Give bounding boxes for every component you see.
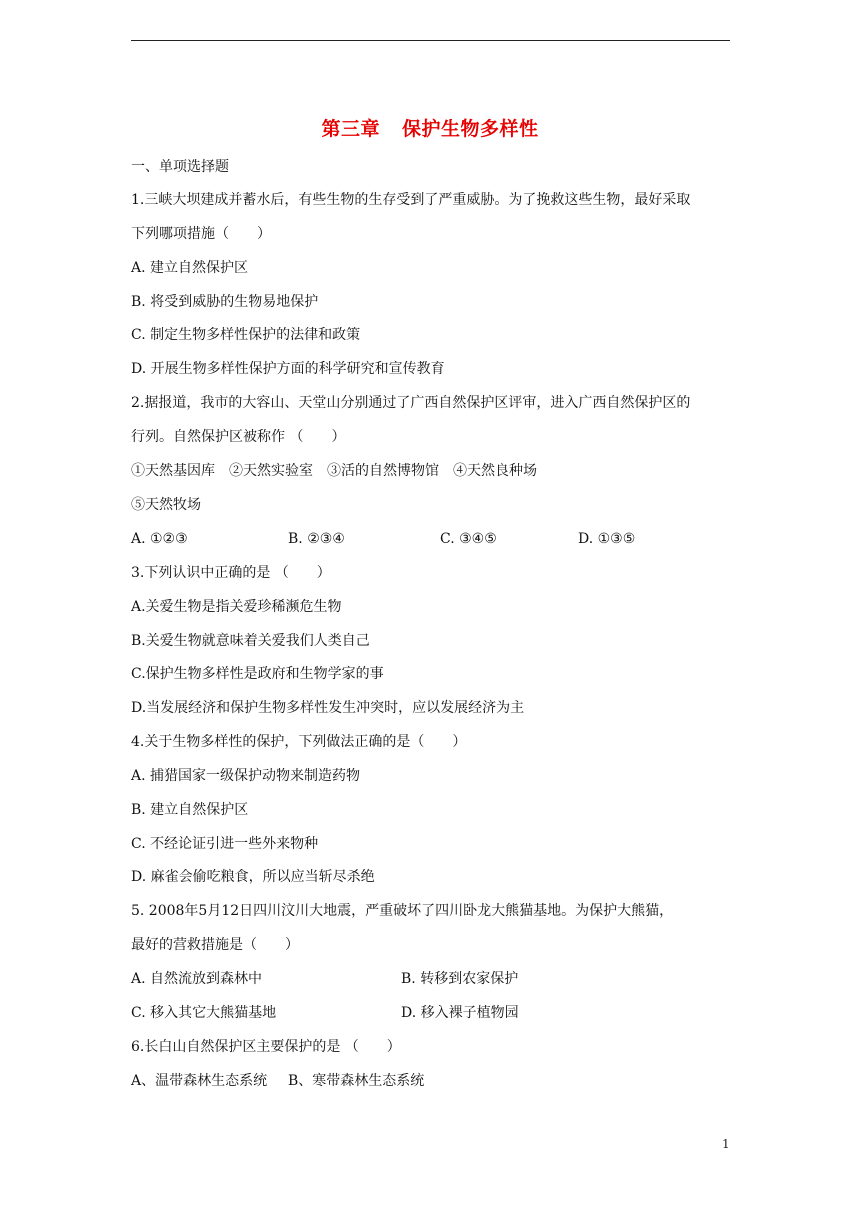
- question-4-stem: 4.关于生物多样性的保护，下列做法正确的是（ ）: [131, 734, 467, 750]
- question-6-stem: 6.长白山自然保护区主要保护的是 （ ）: [131, 1039, 401, 1055]
- question-5-stem-line-2: 最好的营救措施是（ ）: [131, 937, 299, 953]
- chapter-label: 第三章: [321, 118, 380, 140]
- question-1-option-a: A. 建立自然保护区: [131, 260, 249, 276]
- question-4-option-b: B. 建立自然保护区: [131, 802, 249, 818]
- question-5-stem-line-1: 5. 2008年5月12日四川汶川大地震，严重破坏了四川卧龙大熊猫基地。为保护大熊猫，: [131, 903, 674, 919]
- question-2-stem-line-2: 行列。自然保护区被称作 （ ）: [131, 429, 346, 445]
- section-heading: 一、单项选择题: [131, 159, 229, 175]
- question-1-stem-line-2: 下列哪项措施（ ）: [131, 226, 271, 242]
- question-2-option-b: B. ②③④: [288, 531, 345, 547]
- question-2-option-a: A. ①②③: [131, 531, 188, 547]
- page-number: 1: [722, 1137, 730, 1151]
- question-1-option-b: B. 将受到威胁的生物易地保护: [131, 294, 319, 310]
- header-rule: [131, 40, 730, 41]
- question-3-stem: 3.下列认识中正确的是 （ ）: [131, 565, 331, 581]
- question-4-option-c: C. 不经论证引进一些外来物种: [131, 836, 319, 852]
- question-5-option-a: A. 自然流放到森林中: [131, 971, 263, 987]
- question-1-option-c: C. 制定生物多样性保护的法律和政策: [131, 327, 361, 343]
- chapter-name: 保护生物多样性: [402, 118, 539, 140]
- question-3-option-d: D.当发展经济和保护生物多样性发生冲突时，应以发展经济为主: [131, 700, 525, 716]
- question-6-option-b: B、寒带森林生态系统: [288, 1073, 425, 1089]
- question-1-option-d: D. 开展生物多样性保护方面的科学研究和宣传教育: [131, 361, 445, 377]
- question-3-option-b: B.关爱生物就意味着关爱我们人类自己: [131, 633, 370, 649]
- question-2-stem-line-1: 2.据报道，我市的大容山、天堂山分别通过了广西自然保护区评审，进入广西自然保护区的: [131, 395, 691, 411]
- question-1-stem-line-1: 1.三峡大坝建成并蓄水后，有些生物的生存受到了严重威胁。为了挽救这些生物，最好采取: [131, 192, 691, 208]
- question-4-option-d: D. 麻雀会偷吃粮食，所以应当斩尽杀绝: [131, 869, 375, 885]
- question-4-option-a: A. 捕猎国家一级保护动物来制造药物: [131, 768, 361, 784]
- question-5-option-b: B. 转移到农家保护: [401, 971, 519, 987]
- question-2-stem-line-4: ⑤天然牧场: [131, 497, 201, 513]
- question-5-option-c: C. 移入其它大熊猫基地: [131, 1005, 277, 1021]
- question-3-option-c: C.保护生物多样性是政府和生物学家的事: [131, 666, 384, 682]
- question-5-option-d: D. 移入裸子植物园: [401, 1005, 519, 1021]
- question-6-option-a: A、温带森林生态系统: [131, 1073, 268, 1089]
- question-3-option-a: A.关爱生物是指关爱珍稀濒危生物: [131, 599, 342, 615]
- question-2-option-d: D. ①③⑤: [578, 531, 636, 547]
- page-title: [0, 114, 860, 141]
- question-2-stem-line-3: ①天然基因库 ②天然实验室 ③活的自然博物馆 ④天然良种场: [131, 463, 537, 479]
- question-2-option-c: C. ③④⑤: [440, 531, 497, 547]
